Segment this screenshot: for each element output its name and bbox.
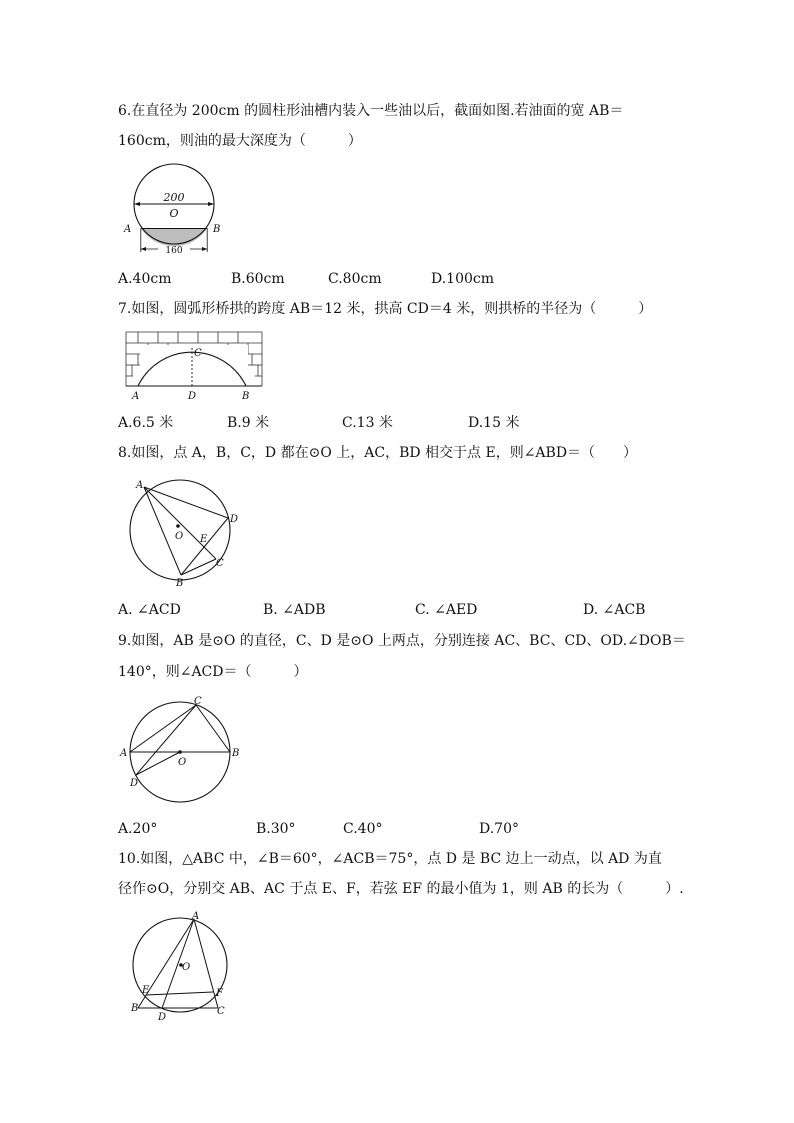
q6-text-line2: 160cm，则油的最大深度为（ ）	[118, 133, 362, 149]
q9-label-d: D	[130, 778, 139, 789]
q7-label-c: C	[194, 348, 202, 359]
q8-option-a: A. ∠ACD	[118, 602, 181, 618]
q7-option-c: C.13 米	[342, 415, 393, 431]
q9-option-b: B.30°	[256, 821, 296, 837]
q6-figure-oil-tank	[118, 160, 228, 260]
q8-label-a: A	[136, 480, 144, 491]
q7-label-b: B	[242, 391, 250, 402]
q10-figure-triangle-circle	[118, 910, 248, 1022]
q9-option-a: A.20°	[118, 821, 158, 837]
q6-option-a: A.40cm	[118, 271, 172, 287]
q9-label-o: O	[178, 757, 187, 768]
q9-option-d: D.70°	[479, 821, 519, 837]
q9-option-c: C.40°	[343, 821, 383, 837]
q8-option-c: C. ∠AED	[415, 602, 478, 618]
q10-text-line2: 径作⊙O，分别交 AB、AC 于点 E、F，若弦 EF 的最小值为 1，则 AB 的长为（ ）.	[118, 881, 684, 897]
q10-label-f: F	[216, 988, 223, 999]
q8-option-b: B. ∠ADB	[263, 602, 326, 618]
q8-option-d: D. ∠ACB	[583, 602, 646, 618]
q9-figure-diameter-circle	[118, 694, 248, 798]
q9-label-a: A	[120, 748, 128, 759]
q8-figure-circle-chords	[118, 474, 248, 594]
q8-text-line1: 8.如图，点 A，B，C，D 都在⊙O 上，AC，BD 相交于点 E，则∠ABD＝（ ）	[118, 445, 638, 461]
q8-label-o: O	[175, 531, 184, 542]
q10-label-o: O	[182, 962, 191, 973]
q7-option-d: D.15 米	[468, 415, 520, 431]
q6-option-c: C.80cm	[328, 271, 382, 287]
q10-label-b: B	[131, 1003, 139, 1014]
q10-label-a: A	[192, 911, 200, 922]
q6-text-line1: 6.在直径为 200cm 的圆柱形油槽内装入一些油以后，截面如图.若油面的宽 AB＝	[118, 103, 624, 119]
q7-option-a: A.6.5 米	[118, 415, 174, 431]
q9-label-c: C	[194, 696, 202, 707]
q9-text-line1: 9.如图，AB 是⊙O 的直径，C、D 是⊙O 上两点，分别连接 AC、BC、CD、OD.∠DOB＝	[118, 633, 686, 649]
q9-label-b: B	[232, 748, 240, 759]
q6-label-o: O	[169, 207, 179, 220]
q7-label-d: D	[188, 391, 197, 402]
q7-text-line1: 7.如图，圆弧形桥拱的跨度 AB＝12 米，拱高 CD＝4 米，则拱桥的半径为（ ）	[118, 301, 653, 317]
q7-option-b: B.9 米	[227, 415, 270, 431]
q7-label-a: A	[132, 391, 140, 402]
q6-option-b: B.60cm	[231, 271, 285, 287]
q10-text-line1: 10.如图，△ABC 中，∠B＝60°，∠ACB＝75°，点 D 是 BC 边上一动点，以 AD 为直	[118, 851, 662, 867]
q6-option-d: D.100cm	[431, 271, 495, 287]
q6-label-160: 160	[165, 246, 183, 256]
q8-label-c: C	[216, 558, 224, 569]
q10-label-d: D	[158, 1012, 167, 1023]
q6-label-200: 200	[163, 191, 185, 204]
q6-label-b: B	[213, 224, 221, 235]
q8-label-b: B	[176, 578, 184, 589]
q6-label-a: A	[124, 224, 132, 235]
q8-label-e: E	[200, 534, 208, 545]
q8-label-d: D	[230, 514, 239, 525]
q10-label-e: E	[142, 985, 150, 996]
q7-figure-arch-bridge	[118, 328, 268, 402]
q9-text-line2: 140°，则∠ACD＝（ ）	[118, 664, 308, 680]
q10-label-c: C	[217, 1006, 225, 1017]
